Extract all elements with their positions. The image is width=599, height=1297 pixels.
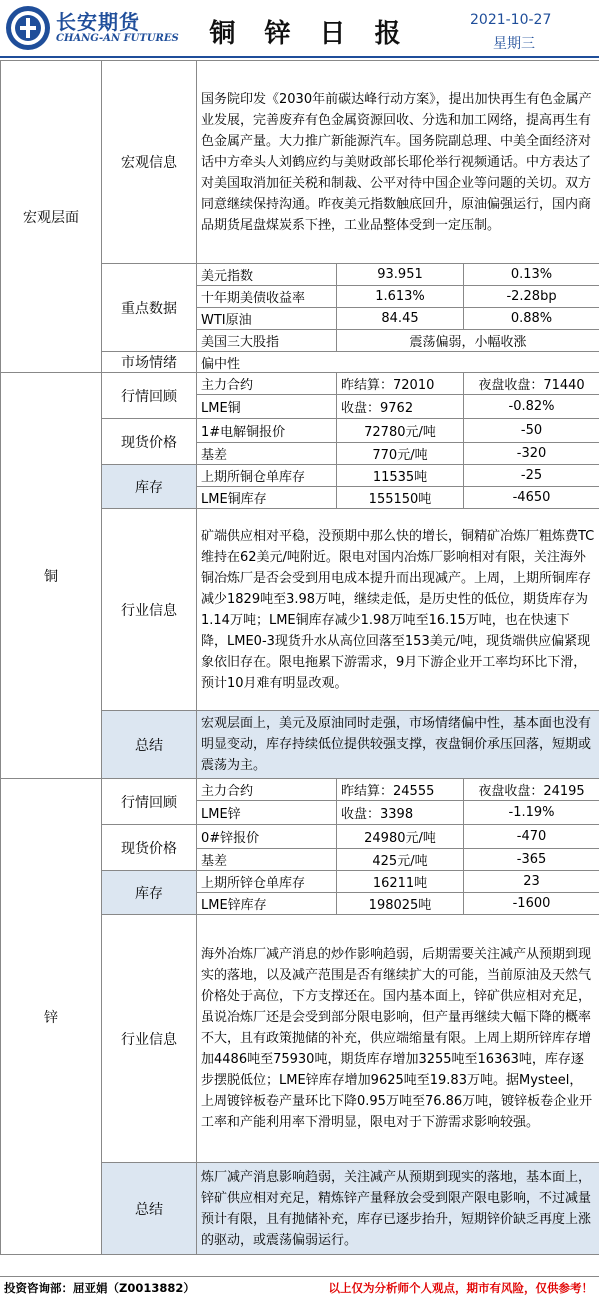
zinc-spot-cell: 425元/吨 bbox=[337, 849, 464, 871]
key-row-change: 0.13% bbox=[464, 264, 599, 286]
zinc-spot-cell: 基差 bbox=[197, 849, 337, 871]
copper-review-cell: LME铜 bbox=[197, 395, 337, 419]
copper-stock-cell: 11535吨 bbox=[337, 465, 464, 487]
zinc-summary-label: 总结 bbox=[102, 1163, 197, 1255]
copper-spot-cell: 1#电解铜报价 bbox=[197, 419, 337, 443]
key-row-value: 84.45 bbox=[337, 308, 464, 330]
key-row-value: 1.613% bbox=[337, 286, 464, 308]
copper-spot-cell: 72780元/吨 bbox=[337, 419, 464, 443]
zinc-review-cell: 主力合约 bbox=[197, 779, 337, 801]
risk-disclaimer: 以上仅为分析师个人观点，期市有风险，仅供参考！ bbox=[328, 1281, 593, 1295]
copper-industry-label: 行业信息 bbox=[102, 509, 197, 711]
report-weekday: 星期三 bbox=[493, 36, 535, 52]
sentiment-value: 偏中性 bbox=[197, 352, 599, 373]
copper-stock-label: 库存 bbox=[102, 465, 197, 509]
key-row-change: -2.28bp bbox=[464, 286, 599, 308]
copper-industry-text: 矿端供应相对平稳，没预期中那么快的增长，铜精矿冶炼厂粗炼费TC维持在62美元/吨附近。限电对国内冶炼厂影响相对有限，关注海外铜冶炼厂是否会受到用电成本提升而出现减产。上周，上期所铜库存减少1829吨至3.98万吨，继续走低，是历史性的低位，期货库存为1.14万吨；LME铜库存减少1.98万吨至16.15万吨，也在快速下降，LME0-3现货升水从高位回落至153美元/吨，现货端供应偏紧现象依旧存在。限电拖累下游需求，9月下游企业开工率均环比下滑，预计10月难有明显改观。 bbox=[197, 509, 599, 711]
copper-review-cell: 收盘：9762 bbox=[337, 395, 464, 419]
brand-name-en: CHANG-AN FUTURES bbox=[56, 33, 179, 44]
macro-info-label: 宏观信息 bbox=[102, 61, 197, 264]
copper-review-label: 行情回顾 bbox=[102, 373, 197, 419]
copper-stock-cell: -25 bbox=[464, 465, 599, 487]
copper-spot-cell: 770元/吨 bbox=[337, 443, 464, 465]
zinc-spot-cell: 0#锌报价 bbox=[197, 825, 337, 849]
copper-summary-text: 宏观层面上，美元及原油同时走强，市场情绪偏中性，基本面也没有明显变动，库存持续低位提供较强支撑，夜盘铜价承压回落，短期或震荡为主。 bbox=[197, 711, 599, 779]
zinc-stock-cell: LME锌库存 bbox=[197, 893, 337, 915]
copper-spot-cell: 基差 bbox=[197, 443, 337, 465]
chang-an-logo-icon bbox=[4, 4, 52, 52]
zinc-spot-cell: -365 bbox=[464, 849, 599, 871]
zinc-stock-cell: 23 bbox=[464, 871, 599, 893]
section-zinc: 锌 bbox=[1, 779, 102, 1255]
copper-summary-label: 总结 bbox=[102, 711, 197, 779]
copper-stock-cell: 155150吨 bbox=[337, 487, 464, 509]
zinc-stock-cell: -1600 bbox=[464, 893, 599, 915]
zinc-stock-cell: 198025吨 bbox=[337, 893, 464, 915]
zinc-review-cell: 夜盘收盘：24195 bbox=[464, 779, 599, 801]
zinc-spot-cell: 24980元/吨 bbox=[337, 825, 464, 849]
us-stocks-name: 美国三大股指 bbox=[197, 330, 337, 352]
report-title: 铜 锌 日 报 bbox=[209, 19, 411, 49]
copper-stock-cell: -4650 bbox=[464, 487, 599, 509]
report-table bbox=[0, 60, 599, 1255]
zinc-review-cell: 收盘：3398 bbox=[337, 801, 464, 825]
key-row-name: 美元指数 bbox=[197, 264, 337, 286]
copper-stock-cell: LME铜库存 bbox=[197, 487, 337, 509]
zinc-stock-cell: 16211吨 bbox=[337, 871, 464, 893]
key-row-name: 十年期美债收益率 bbox=[197, 286, 337, 308]
zinc-spot-label: 现货价格 bbox=[102, 825, 197, 871]
key-data-label: 重点数据 bbox=[102, 264, 197, 352]
brand-name-cn: 长安期货 bbox=[56, 10, 140, 34]
copper-review-cell: 主力合约 bbox=[197, 373, 337, 395]
section-macro: 宏观层面 bbox=[1, 61, 102, 373]
analyst-credit: 投资咨询部：屈亚娟（Z0013882） bbox=[4, 1281, 195, 1295]
sentiment-label: 市场情绪 bbox=[102, 352, 197, 373]
us-stocks-value: 震荡偏弱，小幅收涨 bbox=[337, 330, 599, 352]
report-footer bbox=[0, 1276, 599, 1297]
report-date: 2021-10-27 bbox=[470, 12, 552, 28]
zinc-stock-cell: 上期所锌仓单库存 bbox=[197, 871, 337, 893]
copper-stock-cell: 上期所铜仓单库存 bbox=[197, 465, 337, 487]
key-row-name: WTI原油 bbox=[197, 308, 337, 330]
macro-info-text: 国务院印发《2030年前碳达峰行动方案》，提出加快再生有色金属产业发展，完善废弃有色金属资源回收、分选和加工网络，提高再生有色金属产量。大力推广新能源汽车。国务院副总理、中美全面经济对话中方牵头人刘鹤应约与美财政部长耶伦举行视频通话。中方表达了对美国取消加征关税和制裁、公平对待中国企业等问题的关切。双方同意继续保持沟通。昨夜美元指数触底回升，原油偏强运行，国内商品期货尾盘煤炭系下挫，工业品整体受到一定压制。 bbox=[197, 61, 599, 264]
zinc-stock-label: 库存 bbox=[102, 871, 197, 915]
section-copper: 铜 bbox=[1, 373, 102, 779]
zinc-review-cell: 昨结算：24555 bbox=[337, 779, 464, 801]
copper-spot-cell: -320 bbox=[464, 443, 599, 465]
key-row-value: 93.951 bbox=[337, 264, 464, 286]
zinc-review-cell: -1.19% bbox=[464, 801, 599, 825]
key-row-change: 0.88% bbox=[464, 308, 599, 330]
zinc-review-cell: LME锌 bbox=[197, 801, 337, 825]
copper-review-cell: -0.82% bbox=[464, 395, 599, 419]
zinc-industry-label: 行业信息 bbox=[102, 915, 197, 1163]
copper-review-cell: 夜盘收盘：71440 bbox=[464, 373, 599, 395]
copper-spot-cell: -50 bbox=[464, 419, 599, 443]
zinc-review-label: 行情回顾 bbox=[102, 779, 197, 825]
zinc-spot-cell: -470 bbox=[464, 825, 599, 849]
zinc-industry-text: 海外冶炼厂减产消息的炒作影响趋弱，后期需要关注减产从预期到现实的落地，以及减产范围是否有继续扩大的可能，当前原油及天然气价格处于高位，下方支撑还在。国内基本面上，锌矿供应相对充足，虽说冶炼厂还是会受到部分限电影响，但产量再继续大幅下降的概率不大，且有政策抛储的补充，供应端缩量有限。上周上期所锌库存增加4486吨至75930吨，期货库存增加3255吨至16363吨，库存逐步摆脱低位；LME锌库存增加9625吨至19.83万吨。据Mysteel，上周镀锌板卷产量环比下降0.95万吨至76.86万吨，镀锌板卷企业开工率和产能利用率下滑明显，限电对于下游需求影响较强。 bbox=[197, 915, 599, 1163]
copper-review-cell: 昨结算：72010 bbox=[337, 373, 464, 395]
copper-spot-label: 现货价格 bbox=[102, 419, 197, 465]
zinc-summary-text: 炼厂减产消息影响趋弱，关注减产从预期到现实的落地，基本面上，锌矿供应相对充足，精炼锌产量释放会受到限产限电影响，不过减量预计有限，且有抛储补充，库存已逐步抬升，短期锌价缺乏再度上涨的驱动，或震荡偏弱运行。 bbox=[197, 1163, 599, 1255]
report-header bbox=[0, 0, 599, 58]
